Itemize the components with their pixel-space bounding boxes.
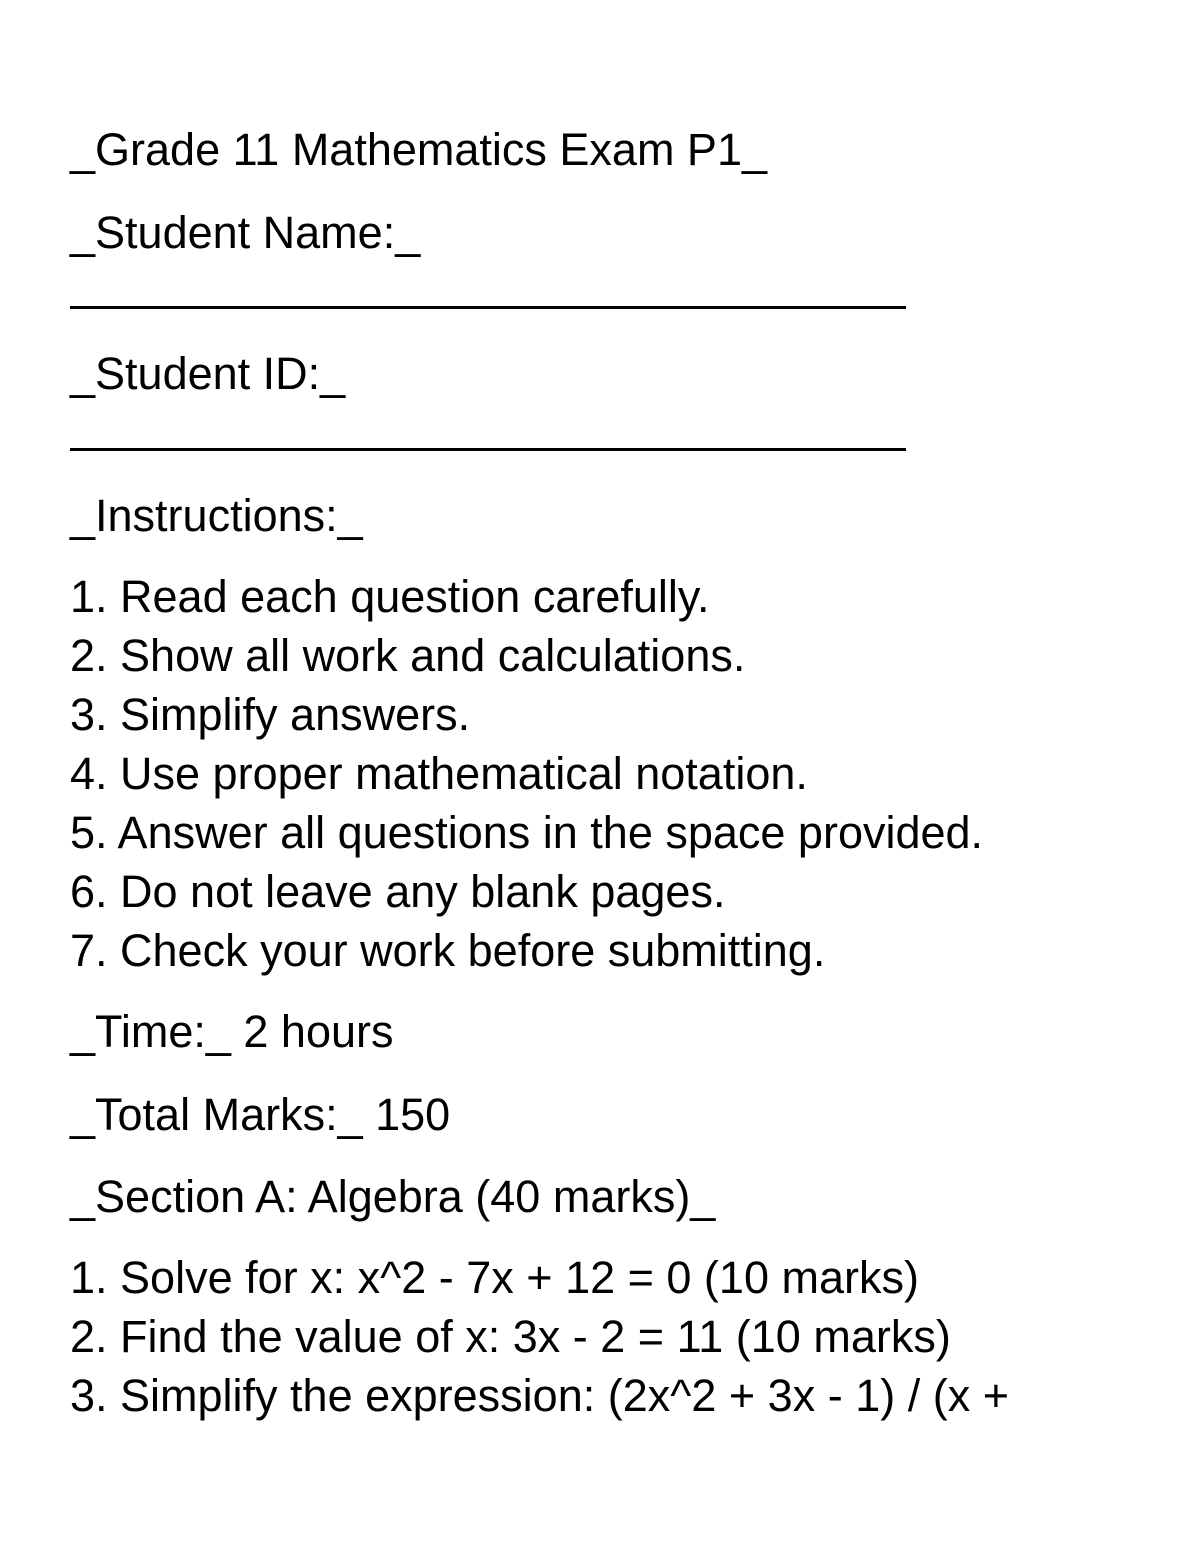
instruction-item: 2. Show all work and calculations. — [70, 630, 746, 681]
instruction-item: 3. Simplify answers. — [70, 689, 471, 740]
student-id-label: _Student ID:_ — [70, 348, 346, 399]
exam-page — [70, 0, 1180, 1553]
question-item: 3. Simplify the expression: (2x^2 + 3x - 1) / (x + — [70, 1370, 1009, 1421]
question-item: 1. Solve for x: x^2 - 7x + 12 = 0 (10 marks) — [70, 1252, 919, 1303]
student-name-label: _Student Name:_ — [70, 207, 421, 258]
question-item: 2. Find the value of x: 3x - 2 = 11 (10 marks) — [70, 1311, 951, 1362]
instructions-list — [70, 567, 983, 980]
exam-title: _Grade 11 Mathematics Exam P1_ — [70, 124, 767, 175]
instruction-item: 4. Use proper mathematical notation. — [70, 748, 808, 799]
student-id-answer-line — [70, 448, 906, 451]
instruction-item: 5. Answer all questions in the space provided. — [70, 807, 984, 858]
instruction-item: 7. Check your work before submitting. — [70, 925, 826, 976]
section-a-heading: _Section A: Algebra (40 marks)_ — [70, 1171, 716, 1222]
total-marks: _Total Marks:_ 150 — [70, 1089, 451, 1140]
student-name-answer-line — [70, 306, 906, 309]
instructions-heading: _Instructions:_ — [70, 490, 363, 541]
instruction-item: 1. Read each question carefully. — [70, 571, 710, 622]
exam-time: _Time:_ 2 hours — [70, 1006, 394, 1057]
section-a-questions — [70, 1248, 1009, 1425]
instruction-item: 6. Do not leave any blank pages. — [70, 866, 726, 917]
